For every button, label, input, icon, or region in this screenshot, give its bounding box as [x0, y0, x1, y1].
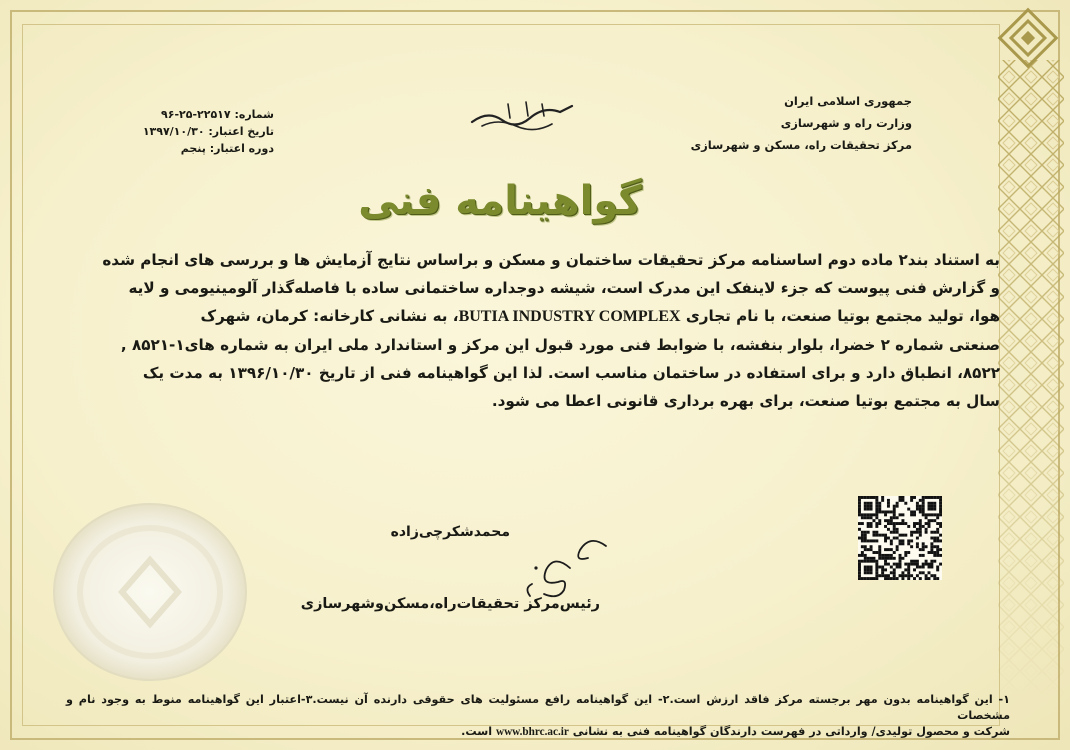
emblem-icon	[996, 6, 1060, 70]
country-name: جمهوری اسلامی ایران	[784, 94, 912, 108]
body-line: سال به مجتمع بوتیا صنعت، برای بهره برداری قانونی اعطا می شود.	[491, 392, 1000, 410]
company-name: مجتمع بوتیا صنعت	[786, 307, 923, 325]
body-text: هوا، تولید	[927, 307, 1000, 325]
brand-name: BUTIA INDUSTRY COMPLEX	[458, 308, 681, 325]
footer-notes	[66, 692, 1010, 740]
center-name: مرکز تحقیقات راه، مسکن و شهرسازی	[690, 138, 912, 152]
body-line	[74, 302, 1000, 331]
body-text: ، با نام تجاری	[685, 307, 787, 325]
website-link[interactable]: www.bhrc.ac.ir	[496, 726, 569, 738]
signer-name: محمدشکرچی‌زاده	[390, 524, 510, 540]
footer-line: ۱- این گواهینامه بدون مهر برجسته مرکز فاقد ارزش است.۲- این گواهینامه رافع مسئولیت های حقوقی دارنده آن نیست.۳-اعتبار این گواهینامه منوط به وجود نام و مشخصات	[66, 693, 1010, 722]
footer-text: شرکت و محصول تولیدی/ وارداتی در فهرست دارندگان گواهینامه فنی به نشانی	[572, 725, 1010, 738]
footer-text: است.	[461, 725, 493, 738]
validity-period: دوره اعتبار: پنجم	[180, 142, 274, 155]
embossed-seal	[50, 500, 250, 685]
certificate-meta	[74, 106, 274, 157]
certificate-number: شماره: ۲۲۵۱۷-۲۵-۹۶	[161, 108, 274, 121]
decorative-border-pattern	[998, 0, 1064, 700]
certificate-title: گواهینامه فنی	[358, 178, 642, 224]
body-line: به استناد بند۲ ماده دوم اساسنامه مرکز تحقیقات ساختمان و مسکن و براساس نتایج آزمایش ها و بررسی های انجام شده	[102, 251, 1000, 269]
validity-date: تاریخ اعتبار: ۱۳۹۷/۱۰/۳۰	[142, 125, 274, 138]
certificate-body	[74, 246, 1000, 415]
body-line: و گزارش فنی پیوست که جزء لاینفک این مدرک است، شیشه دوجداره ساختمانی ساده با فاصله‌گذار آلومینیومی و لایه	[128, 279, 1000, 297]
footer-line	[66, 724, 1010, 740]
bismillah-calligraphy	[468, 98, 578, 134]
signer-title: رئیس‌مرکز تحقیقات‌راه،مسکن‌وشهرسازی	[300, 596, 600, 612]
issuer-header	[612, 90, 912, 156]
ministry-name: وزارت راه و شهرسازی	[780, 116, 912, 130]
body-line: صنعتی شماره ۲ خضرا، بلوار بنفشه، با ضوابط فنی مورد قبول این مرکز و استاندارد ملی ایران به شماره های۱-۸۵۲۱ ,	[120, 336, 1000, 354]
signature	[510, 528, 620, 604]
qr-code	[858, 496, 942, 580]
body-line: ۸۵۲۲، انطباق دارد و برای استفاده در ساختمان مناسب است. لذا این گواهینامه فنی از تاریخ ۱۳۹۶/۱۰/۳۰ به مدت یک	[142, 364, 1000, 382]
body-text: ، به نشانی کارخانه: کرمان، شهرک	[200, 307, 459, 325]
